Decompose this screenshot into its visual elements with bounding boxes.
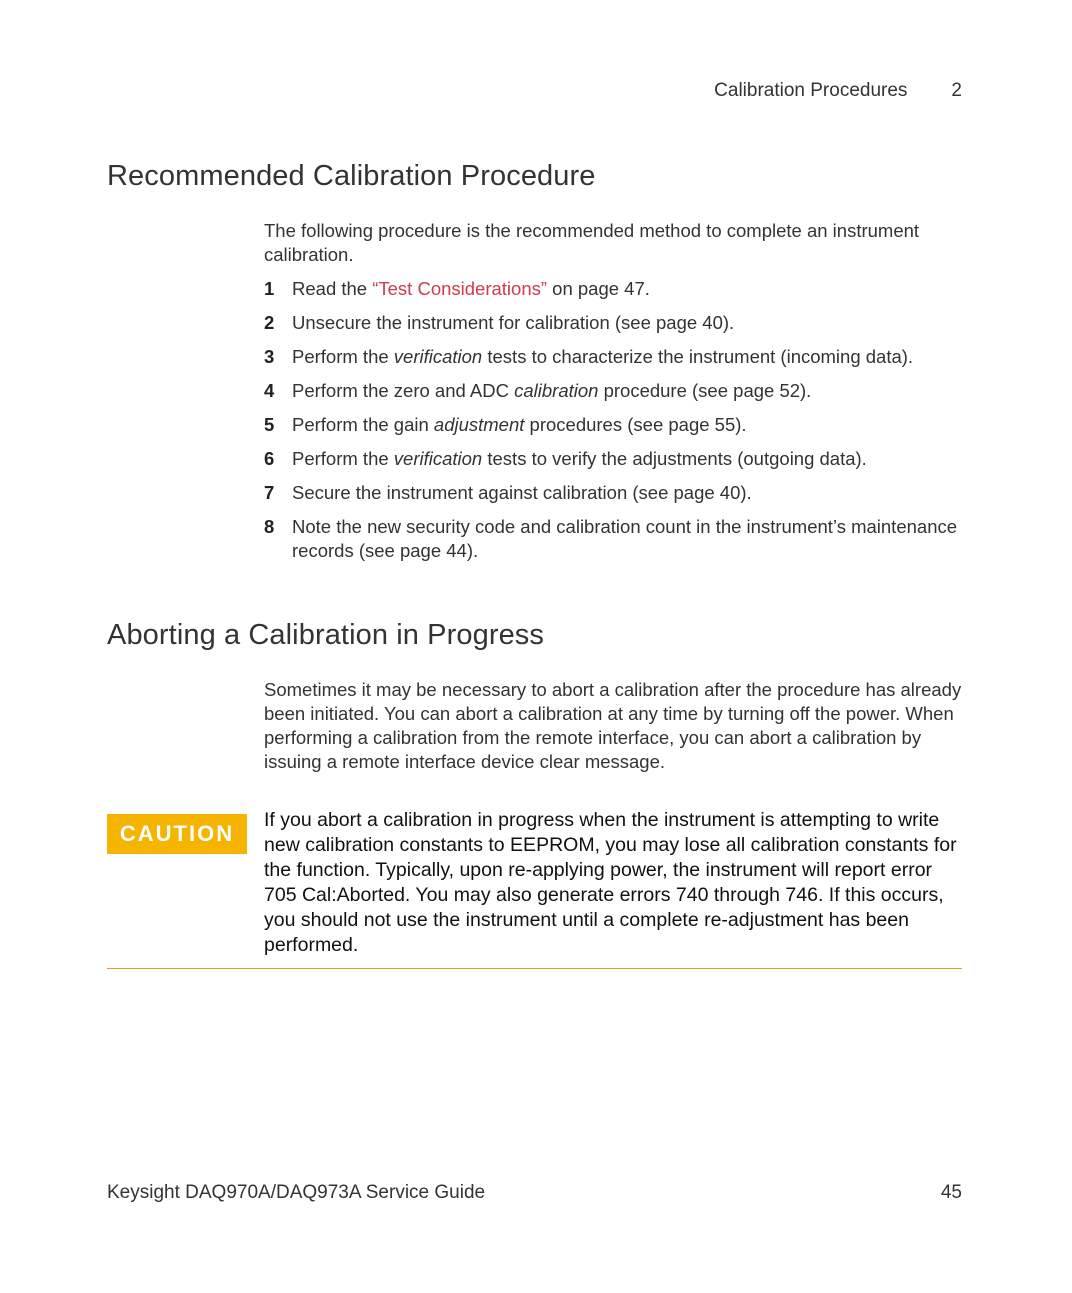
step-text xyxy=(292,345,964,369)
caution-divider xyxy=(107,968,962,969)
step-text-post: procedures (see page 55). xyxy=(524,414,747,435)
list-item xyxy=(264,481,964,505)
caution-badge: CAUTION xyxy=(107,814,247,854)
chapter-number: 2 xyxy=(951,80,962,101)
caution-text: If you abort a calibration in progress when the instrument is attempting to write new calibration constants to EEPROM, you may lose all calibration constants for the function. Typically, upon re-applying power, the instrument will report error 705 Cal:Aborted. You may also generate errors 740 through 746. If this occurs, you should not use the instrument until a complete re-adjustment has been performed. xyxy=(264,809,957,956)
step-number: 5 xyxy=(264,414,275,435)
intro-paragraph: The following procedure is the recommended method to complete an instrument calibration. xyxy=(264,220,920,265)
step-text-pre: Perform the zero and ADC xyxy=(292,380,515,401)
step-text: Note the new security code and calibration count in the instrument’s maintenance records (see page 44). xyxy=(292,516,958,561)
aborting-paragraph: Sometimes it may be necessary to abort a calibration after the procedure has already been initiated. You can abort a calibration at any time by turning off the power. When performing a calibration from the remote interface, you can abort a calibration by issuing a remote interface device clear message. xyxy=(264,679,962,772)
step-text-pre: Read the xyxy=(292,278,373,299)
footer-page-number: 45 xyxy=(940,1182,962,1203)
step-number: 1 xyxy=(264,278,275,299)
test-considerations-link[interactable]: “Test Considerations” xyxy=(372,278,548,299)
footer-guide-title: Keysight DAQ970A/DAQ973A Service Guide xyxy=(107,1182,486,1203)
list-item xyxy=(264,447,964,471)
step-number: 4 xyxy=(264,380,275,401)
step-number: 8 xyxy=(264,516,275,537)
step-text xyxy=(292,379,964,403)
list-item xyxy=(264,345,964,369)
step-number: 7 xyxy=(264,482,275,503)
step-number: 3 xyxy=(264,346,275,367)
list-item xyxy=(264,413,964,437)
step-number: 6 xyxy=(264,448,275,469)
step-text-emphasis: adjustment xyxy=(433,414,525,435)
step-text-pre: Perform the xyxy=(292,346,394,367)
step-text-post: tests to verify the adjustments (outgoing data). xyxy=(482,448,867,469)
list-item xyxy=(264,311,964,335)
step-text: Secure the instrument against calibration (see page 40). xyxy=(292,482,752,503)
step-text-post: tests to characterize the instrument (incoming data). xyxy=(482,346,914,367)
chapter-title: Calibration Procedures xyxy=(714,80,908,101)
step-text-post: procedure (see page 52). xyxy=(598,380,812,401)
list-item xyxy=(264,379,964,403)
section-title-aborting: Aborting a Calibration in Progress xyxy=(107,619,545,651)
step-text-post: on page 47. xyxy=(547,278,650,299)
section-body-aborting xyxy=(264,678,964,774)
step-number: 2 xyxy=(264,312,275,333)
section-title-recommended: Recommended Calibration Procedure xyxy=(107,160,596,192)
list-item xyxy=(264,515,964,563)
step-text-emphasis: verification xyxy=(393,346,483,367)
step-text-emphasis: verification xyxy=(393,448,483,469)
step-text-pre: Perform the xyxy=(292,448,394,469)
list-item xyxy=(264,277,964,301)
section-body-recommended xyxy=(264,219,964,573)
procedure-steps xyxy=(264,277,964,563)
step-text: Unsecure the instrument for calibration (see page 40). xyxy=(292,312,735,333)
step-text xyxy=(292,447,964,471)
step-text-emphasis: calibration xyxy=(514,380,599,401)
step-text xyxy=(292,413,964,437)
step-text-pre: Perform the gain xyxy=(292,414,434,435)
step-text xyxy=(292,277,964,301)
running-header xyxy=(714,80,962,102)
